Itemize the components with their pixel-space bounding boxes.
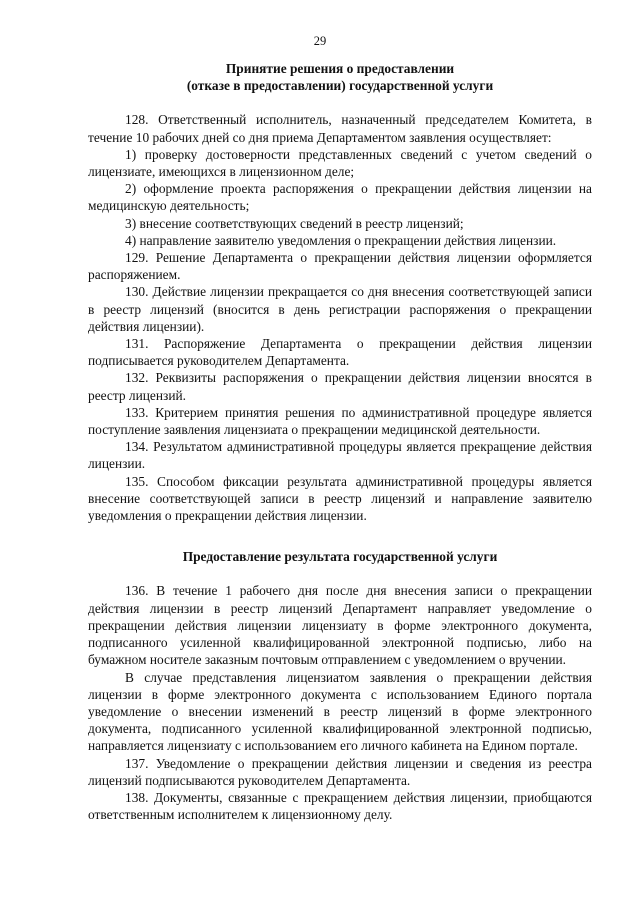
paragraph-131: 131. Распоряжение Департамента о прекращении действия лицензии подписывается руководителем Департамента. [88, 336, 592, 369]
document-body [88, 60, 592, 823]
paragraph-130: 130. Действие лицензии прекращается со дня внесения соответствующей записи в реестр лицензий (вносится в день регистрации распоряжения о прекращении действия лицензии). [88, 284, 592, 334]
list-item-1: 1) проверку достоверности представленных сведений с учетом сведений о лицензиате, имеющихся в лицензионном деле; [88, 146, 592, 180]
list-item-2: 2) оформление проекта распоряжения о прекращении действия лицензии на медицинскую деятельность; [88, 181, 592, 214]
paragraph-electronic-notice: В случае представления лицензиатом заявления о прекращении действия лицензии в форме электронного документа с использованием Единого портала уведомление о внесении изменений в реестр лицензий в форме электронного документа, подписанного усиленной квалифицированной электронной подписью, направляется лицензиату с использованием его личного кабинета на Едином портале. [88, 669, 592, 754]
paragraph-134: 134. Результатом административной процедуры является прекращение действия лицензии. [88, 439, 592, 472]
page-number: 29 [313, 34, 327, 48]
list-item-4: 4) направление заявителю уведомления о прекращении действия лицензии. [125, 232, 557, 248]
section-heading-decision [88, 60, 592, 94]
paragraph-137: 137. Уведомление о прекращении действия лицензии и сведения из реестра лицензий подписываются руководителем Департамента. [88, 755, 592, 788]
paragraph-132: 132. Реквизиты распоряжения о прекращении действия лицензии вносятся в реестр лицензий. [88, 370, 592, 403]
section-heading-line: (отказе в предоставлении) государственной услуги [186, 78, 494, 94]
paragraph-136: 136. В течение 1 рабочего дня после дня внесения записи о прекращении действия лицензии в реестр лицензий Департамент направляет уведомление о прекращении действия лицензии лицензиату в форме электронного документа, подписанного усиленной квалифицированной электронной подписью, либо на бумажном носителе заказным почтовым отправлением с уведомлением о вручении. [88, 583, 592, 668]
paragraph-129: 129. Решение Департамента о прекращении действия лицензии оформляется распоряжением. [88, 250, 592, 283]
section-heading-result: Предоставление результата государственной услуги [182, 549, 498, 565]
paragraph-128: 128. Ответственный исполнитель, назначенный председателем Комитета, в течение 10 рабочих дней со дня приема Департаментом заявления осуществляет: [88, 112, 592, 145]
paragraph-138: 138. Документы, связанные с прекращением действия лицензии, приобщаются ответственным исполнителем к лицензионному делу. [88, 789, 592, 823]
paragraph-135: 135. Способом фиксации результата административной процедуры является внесение соответствующей записи в реестр лицензий и направление заявителю уведомления о прекращении действия лицензии. [88, 473, 592, 524]
list-item-3: 3) внесение соответствующих сведений в реестр лицензий; [125, 215, 464, 231]
section-heading-line: Принятие решения о предоставлении [225, 61, 455, 76]
paragraph-133: 133. Критерием принятия решения по административной процедуре является поступление заявления лицензиата о прекращении медицинской деятельности. [88, 404, 592, 438]
